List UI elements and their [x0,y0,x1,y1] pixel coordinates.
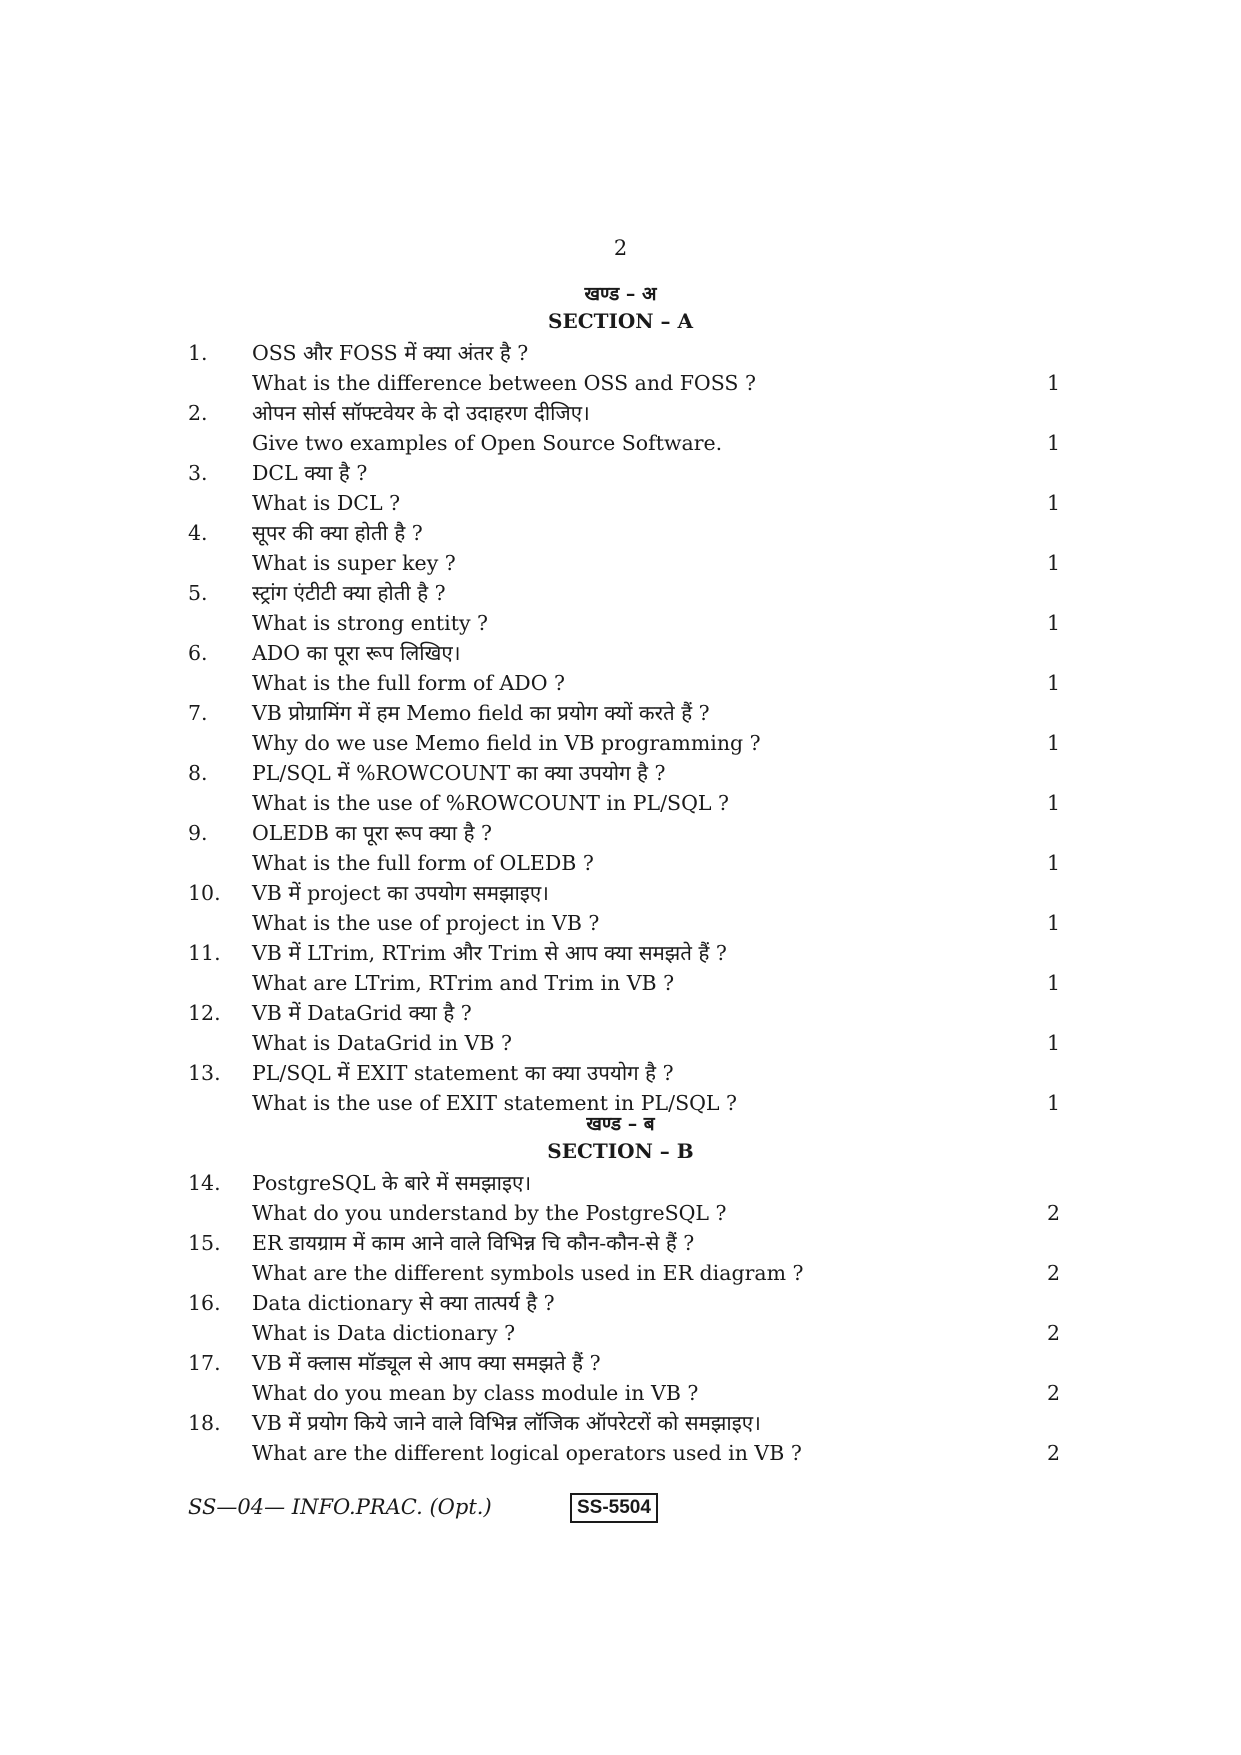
question-text-hindi: DCL क्या है ? [252,461,368,485]
section-b-heading: SECTION – B [547,1139,694,1163]
question-text-hindi: VB में project का उपयोग समझाइए। [252,881,549,905]
question-row-hindi [0,998,1241,1028]
question-text-english: What is the use of EXIT statement in PL/SQL ? [252,1091,738,1115]
footer-badge: SS-5504 [570,1493,658,1523]
question-marks: 1 [1046,1091,1060,1115]
question-text-english: What is DCL ? [252,491,401,515]
footer-code: SS—04— INFO.PRAC. (Opt.) [188,1495,492,1519]
question-text-english: What are the different symbols used in ER diagram ? [252,1261,804,1285]
question-number: 5. [188,581,208,605]
question-marks: 2 [1046,1261,1060,1285]
question-number: 16. [188,1291,221,1315]
question-number: 2. [188,401,208,425]
question-marks: 2 [1046,1201,1060,1225]
question-marks: 1 [1046,671,1060,695]
question-text-english: What is the full form of OLEDB ? [252,851,594,875]
question-text-english: Give two examples of Open Source Software. [252,431,723,455]
question-marks: 1 [1046,1031,1060,1055]
question-text-hindi: VB में DataGrid क्या है ? [252,1001,472,1025]
question-row-hindi [0,938,1241,968]
question-row-hindi [0,338,1241,368]
question-marks: 1 [1046,491,1060,515]
question-row-english [0,548,1241,578]
question-row-hindi [0,1058,1241,1088]
question-row-hindi [0,1408,1241,1438]
question-row-hindi [0,758,1241,788]
question-number: 3. [188,461,208,485]
question-text-english: What are LTrim, RTrim and Trim in VB ? [252,971,675,995]
question-text-english: What is the full form of ADO ? [252,671,566,695]
question-row-hindi [0,578,1241,608]
question-marks: 1 [1046,851,1060,875]
question-number: 1. [188,341,208,365]
question-text-hindi: ER डायग्राम में काम आने वाले विभिन्न चि कौन-कौन-से हैं ? [252,1231,695,1255]
question-text-hindi: PL/SQL में %ROWCOUNT का क्या उपयोग है ? [252,761,666,785]
question-row-english [0,1438,1241,1468]
question-number: 8. [188,761,208,785]
question-row-english [0,1318,1241,1348]
question-row-hindi [0,458,1241,488]
question-row-english [0,788,1241,818]
question-marks: 1 [1046,371,1060,395]
question-text-english: What is DataGrid in VB ? [252,1031,512,1055]
question-text-hindi: VB में क्लास मॉड्यूल से आप क्या समझते हैं ? [252,1351,601,1375]
question-row-hindi [0,698,1241,728]
question-row-hindi [0,1288,1241,1318]
question-row-english [0,368,1241,398]
question-row-hindi [0,818,1241,848]
question-text-english: What is Data dictionary ? [252,1321,516,1345]
question-marks: 2 [1046,1321,1060,1345]
question-number: 11. [188,941,221,965]
question-row-hindi [0,398,1241,428]
question-text-english: What are the different logical operators used in VB ? [252,1441,802,1465]
question-text-english: What is strong entity ? [252,611,489,635]
page-number: 2 [613,236,628,260]
question-text-hindi: स्ट्रांग एंटीटी क्या होती है ? [252,581,446,605]
question-text-hindi: VB में LTrim, RTrim और Trim से आप क्या समझते हैं ? [252,941,727,965]
question-row-hindi [0,1348,1241,1378]
question-row-english [0,1028,1241,1058]
question-text-hindi: सूपर की क्या होती है ? [252,521,423,545]
question-marks: 1 [1046,791,1060,815]
question-row-hindi [0,1228,1241,1258]
question-row-english [0,668,1241,698]
question-number: 18. [188,1411,221,1435]
question-row-english [0,428,1241,458]
question-text-english: Why do we use Memo field in VB programming ? [252,731,761,755]
question-row-english [0,488,1241,518]
question-number: 10. [188,881,221,905]
question-text-english: What is super key ? [252,551,456,575]
question-row-hindi [0,1168,1241,1198]
question-marks: 1 [1046,551,1060,575]
question-row-hindi [0,518,1241,548]
question-text-english: What do you understand by the PostgreSQL ? [252,1201,727,1225]
question-text-english: What is the use of %ROWCOUNT in PL/SQL ? [252,791,729,815]
question-number: 15. [188,1231,221,1255]
question-number: 14. [188,1171,221,1195]
question-number: 12. [188,1001,221,1025]
section-a-heading-hindi: खण्ड – अ [584,283,657,305]
question-text-hindi: VB प्रोग्रामिंग में हम Memo field का प्रयोग क्यों करते हैं ? [252,701,710,725]
question-text-hindi: Data dictionary से क्या तात्पर्य है ? [252,1291,555,1315]
question-text-english: What is the difference between OSS and FOSS ? [252,371,756,395]
question-text-english: What do you mean by class module in VB ? [252,1381,699,1405]
question-number: 4. [188,521,208,545]
question-row-english [0,1378,1241,1408]
question-row-english [0,1258,1241,1288]
question-marks: 1 [1046,911,1060,935]
question-number: 6. [188,641,208,665]
question-text-hindi: PostgreSQL के बारे में समझाइए। [252,1171,532,1195]
question-marks: 2 [1046,1441,1060,1465]
question-text-english: What is the use of project in VB ? [252,911,600,935]
question-number: 13. [188,1061,221,1085]
question-text-hindi: ADO का पूरा रूप लिखिए। [252,641,461,665]
question-text-hindi: OSS और FOSS में क्या अंतर है ? [252,341,529,365]
question-text-hindi: PL/SQL में EXIT statement का क्या उपयोग है ? [252,1061,674,1085]
question-row-english [0,608,1241,638]
section-a-heading: SECTION – A [548,309,693,333]
question-row-english [0,728,1241,758]
question-marks: 2 [1046,1381,1060,1405]
section-b-heading-hindi: खण्ड – ब [586,1113,655,1135]
question-row-english [0,968,1241,998]
question-marks: 1 [1046,731,1060,755]
question-text-hindi: ओपन सोर्स सॉफ्टवेयर के दो उदाहरण दीजिए। [252,401,590,425]
question-text-hindi: VB में प्रयोग किये जाने वाले विभिन्न लॉजिक ऑपरेटरों को समझाइए। [252,1411,761,1435]
question-number: 7. [188,701,208,725]
question-row-hindi [0,878,1241,908]
question-number: 17. [188,1351,221,1375]
question-marks: 1 [1046,971,1060,995]
question-row-english [0,1198,1241,1228]
question-text-hindi: OLEDB का पूरा रूप क्या है ? [252,821,492,845]
question-marks: 1 [1046,431,1060,455]
question-marks: 1 [1046,611,1060,635]
question-number: 9. [188,821,208,845]
question-row-english [0,908,1241,938]
question-row-hindi [0,638,1241,668]
question-row-english [0,848,1241,878]
